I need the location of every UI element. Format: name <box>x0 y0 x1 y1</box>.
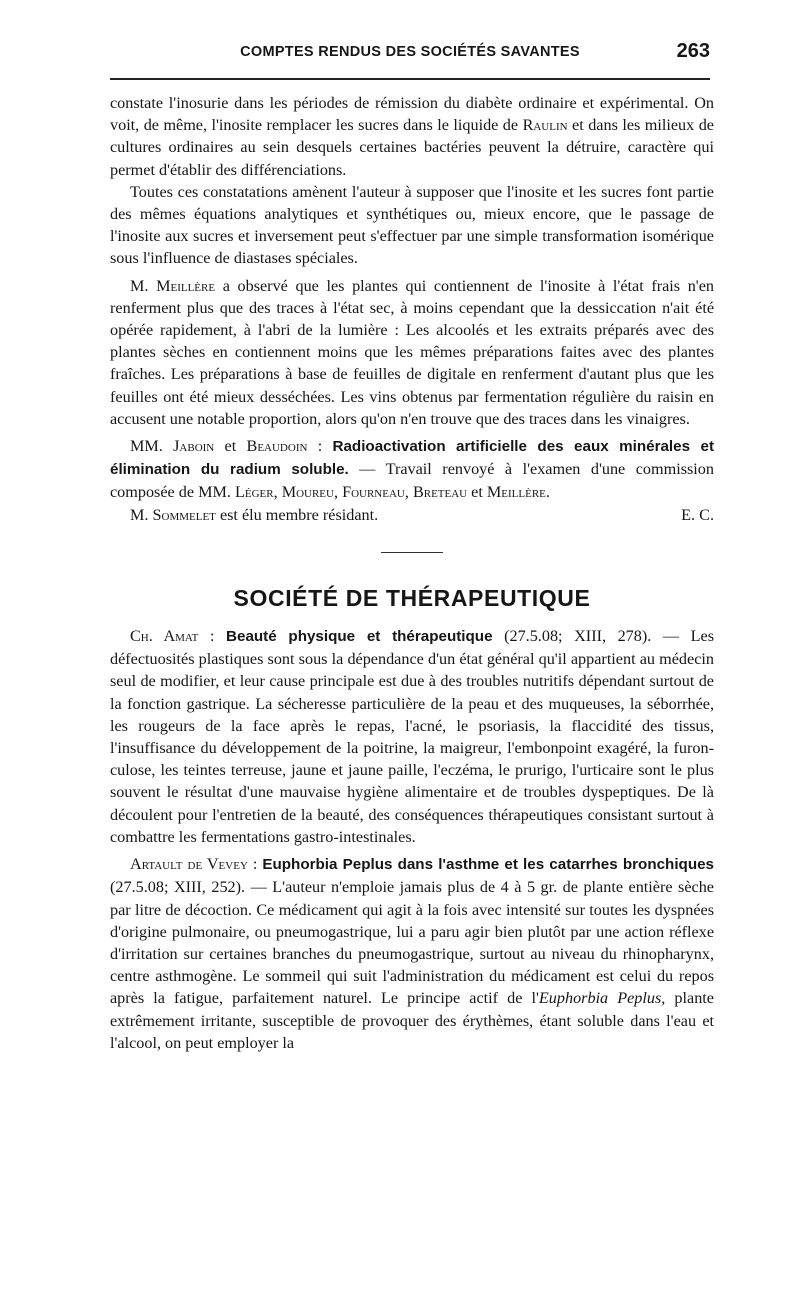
author-name: Beaudoin <box>246 437 308 456</box>
text-run: constate l'inosurie dans les périodes de rémission du diabète ordinaire et expérimental. On voit, de même, l'inosite remplacer les sucres dans le liquide de <box>110 94 714 135</box>
text-run: M. <box>130 505 153 524</box>
author-name: Ch. Amat <box>130 627 199 646</box>
text-run: Toutes ces constatations amènent l'auteur à supposer que l'inosite et les sucres font partie des mêmes équations analytiques et synthétiques ou, mieux encore, que le passage de l'inosite aux sucres et inversement peut s'effectuer par une simple transformation isomérique sous l'influence de diastases spéciales. <box>110 182 714 268</box>
author-name: Artault de Vevey <box>130 855 248 874</box>
paragraph-sommelet <box>110 504 714 526</box>
text-run: : <box>247 855 263 874</box>
text-run: (27.5.08; XIII, 278). — Les défectuosités plastiques sont sous la dépendance d'un état général qu'il appartient au médecin seul de modifier, et leur cause principale est due à des troubles nutritifs dépendant surtout de la fonction gastrique. La sécheresse particulière de la peau et des muqueuses, la séborrhée, les rougeurs de la face après le repas, l'acné, le psoriasis, la flaccidité des tissus, l'insuffisance du développement de la poitrine, la maigreur, l'embonpoint exagéré, la furonculose, les teintes terreuse, jaune et jaune paille, l'eczéma, le prurigo, l'urticaire sont le plus souvent le résultat d'une mauvaise hygiène alimentaire et de troubles dyspeptiques. De là découlent pour l'entretien de la beauté, des conséquences thérapeutiques consistant surtout à combattre les fermentations gastro-intestinales. <box>110 627 715 846</box>
author-name: Meillère <box>486 483 546 502</box>
article-title: Radioactivation artificielle des eaux minérales et élimination du radium soluble. <box>110 438 715 479</box>
paragraph-constatations <box>110 181 714 270</box>
text-run: (27.5.08; XIII, 252). — L'auteur n'emploie jamais plus de 4 à 5 gr. de plante entière sèche par litre de décoction. Ce médicament qui agit à la fois avec intensité sur toutes les dyspnées d'origine pulmonaire, ou pneumogastrique, lui a paru agir bien plutôt par une action réflexe d'irritation sur certaines branches du pneumogastrique, surtout au niveau du rhinopharynx, centre asthmogène. Le sommeil qui suit l'administration du médicament est celui du repos après la fatigue, parfaitement naturel. Le principe actif de l' <box>110 878 714 1008</box>
running-header <box>110 38 710 80</box>
text-run: , <box>273 483 282 502</box>
author-name: Meillère <box>156 276 216 295</box>
paragraph-inosurie <box>110 92 714 181</box>
author-name: Léger <box>234 483 274 502</box>
text-run: . <box>545 483 550 502</box>
text-run: , <box>404 483 413 502</box>
text-run: , plante extrêmement irritante, susceptible de provoquer des érythèmes, étant soluble dans l'eau et l'alcool, on peut employer la <box>110 989 714 1052</box>
paragraph-artault <box>110 853 714 1054</box>
text-run: M. <box>130 276 157 295</box>
running-title: COMPTES RENDUS DES SOCIÉTÉS SAVANTES <box>240 44 580 60</box>
paragraph-meillere <box>110 275 714 430</box>
text-run: a observé que les plantes qui contiennent de l'inosite à l'état frais n'en renferment plus que des traces à l'état sec, à moins cependant que la dessiccation n'ait été opérée rapidement, à l'abri de la lumière : Les alcoolés et les extraits préparés avec des plantes sèches en contiennent moins que les mêmes préparations faites avec des plantes fraîches. Les préparations à base de feuilles de digitale en renferment d'autant plus que les feuilles ont été mieux desséchées. Les vins obtenus par fermentation régulière du raisin en accusent une notable proportion, alors qu'on n'en trouve que des traces dans les vinaigres. <box>110 276 714 428</box>
author-name: Sommelet <box>152 505 216 524</box>
author-name: Raulin <box>522 116 568 135</box>
text-run: , <box>333 483 343 502</box>
author-name: Breteau <box>412 483 468 502</box>
article-title: Euphorbia Peplus dans l'asthme et les catarrhes bronchiques <box>262 856 714 874</box>
author-name: Jaboin <box>173 437 215 456</box>
signature: E. C. <box>681 505 714 524</box>
text-run: MM. <box>130 437 174 456</box>
text-run: — Travail renvoyé à l'examen d'une commission composée de MM. <box>110 460 714 502</box>
species-name: Euphorbia Peplus <box>538 989 662 1008</box>
author-name: Fourneau <box>342 483 405 502</box>
text-run: et <box>467 483 487 502</box>
paragraph-radioactivation <box>110 435 714 504</box>
text-run: et dans les milieux de cultures ordinaires au sein desquels certaines bactéries peuvent la détruire, caractère qui permet d'établir des différenciations. <box>110 116 714 179</box>
text-run: : <box>198 627 227 646</box>
body-text <box>110 92 714 1054</box>
section-title: SOCIÉTÉ DE THÉRAPEUTIQUE <box>233 584 591 611</box>
section-divider <box>381 552 443 553</box>
author-name: Moureu <box>281 483 334 502</box>
text-run: est élu membre résidant. <box>215 505 379 524</box>
text-run: et <box>214 437 247 456</box>
article-title: Beauté physique et thérapeutique <box>226 628 493 646</box>
paragraph-amat <box>110 625 714 848</box>
text-run: : <box>307 437 333 456</box>
page-number: 263 <box>676 40 710 62</box>
